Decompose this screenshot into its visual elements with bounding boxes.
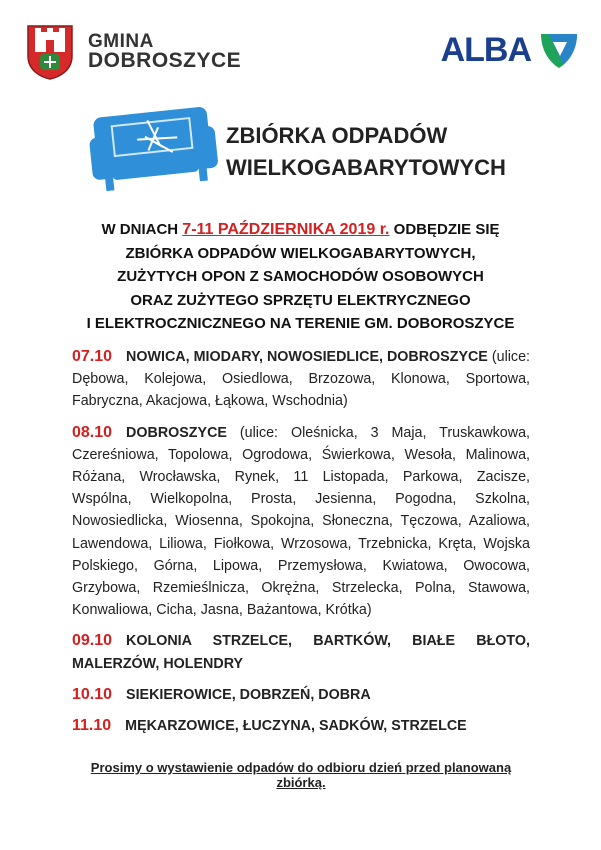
entry-date: 07.10 [72, 348, 113, 365]
intro-line3: ZUŻYTYCH OPON Z SAMOCHODÓW OSOBOWYCH [117, 268, 484, 285]
entry-places: DOBROSZYCE [126, 424, 227, 441]
footer-note: Prosimy o wystawienie odpadów do odbioru dzień przed planowaną zbiórką. [90, 760, 512, 790]
title-line2: WIELKOGABARYTOWYCH [226, 155, 506, 180]
gmina-name [88, 32, 241, 70]
intro-prefix: W DNIACH [101, 221, 183, 238]
schedule-entry [72, 346, 530, 413]
entry-places: SIEKIEROWICE, DOBRZEŃ, DOBRA [126, 686, 371, 703]
page-title [226, 120, 506, 184]
sofa-icon [88, 98, 218, 194]
title-row [88, 98, 548, 198]
date-range-highlight: 7-11 PAŹDZIERNIKA 2019 r. [182, 221, 390, 238]
entry-places: MĘKARZOWICE, ŁUCZYNA, SADKÓW, STRZELCE [125, 718, 467, 735]
gmina-line2: DOBROSZYCE [88, 49, 242, 72]
alba-shield-icon [539, 30, 579, 70]
entry-date: 08.10 [72, 423, 113, 441]
alba-logo-text: ALBA [440, 30, 531, 69]
intro-suffix: ODBĘDZIE SIĘ [389, 221, 500, 238]
schedule-entry [72, 630, 530, 674]
entry-places: KOLONIA STRZELCE, BARTKÓW, BIAŁE BŁOTO, MALERZÓW, HOLENDRY [72, 633, 530, 672]
entry-date: 09.10 [72, 632, 113, 650]
gmina-line1: GMINA [88, 31, 154, 52]
coat-of-arms-icon [26, 22, 74, 80]
alba-logo [441, 30, 579, 70]
intro-text [30, 218, 571, 336]
entry-details: (ulice: Oleśnicka, 3 Maja, Truskawkowa, Czereśniowa, Topolowa, Ogrodowa, Świerkowa, Wesoła, Malinowa, Różana, Wrocławska, Rynek, 11 Listopada, Parkowa, Zacisze, Wspólna, Wielkopolna, Prosta, Jesienna, Pogodna, Szkolna, Nowosiedlicka, Wiosenna, Spokojna, Słoneczna, Tęczowa, Azaliowa, Lawendowa, Liliowa, Fiołkowa, Wrzosowa, Trzebnicka, Kręta, Wojska Polskiego, Górna, Lipowa, Przemysłowa, Kwiatowa, Owocowa, Grzybowa, Rzemieślnicza, Okrężna, Strzelecka, Polna, Stawowa, Konwaliowa, Cicha, Jasna, Bażantowa, Krótka) [72, 424, 530, 619]
header [26, 18, 579, 84]
entry-date: 10.10 [72, 685, 113, 703]
schedule-entry [72, 422, 530, 622]
entry-details: (ulice: Dębowa, Kolejowa, Osiedlowa, Brzozowa, Klonowa, Sportowa, Fabryczna, Akacjowa, Łąkowa, Wschodnia) [72, 349, 530, 410]
intro-line1 [30, 218, 571, 242]
entry-places: NOWICA, MIODARY, NOWOSIEDLICE, DOBROSZYCE [126, 349, 488, 365]
schedule-entry [72, 715, 530, 737]
intro-line2: ZBIÓRKA ODPADÓW WIELKOGABARYTOWYCH, [125, 244, 476, 262]
intro-line4: ORAZ ZUŻYTEGO SPRZĘTU ELEKTRYCZNEGO [130, 291, 471, 309]
title-line1: ZBIÓRKA ODPADÓW [226, 123, 448, 148]
schedule-list [72, 346, 530, 746]
schedule-entry [72, 684, 530, 706]
intro-line5: I ELEKTROCZNICZNEGO NA TERENIE GM. DOBOROSZYCE [86, 315, 515, 332]
entry-date: 11.10 [72, 717, 112, 735]
